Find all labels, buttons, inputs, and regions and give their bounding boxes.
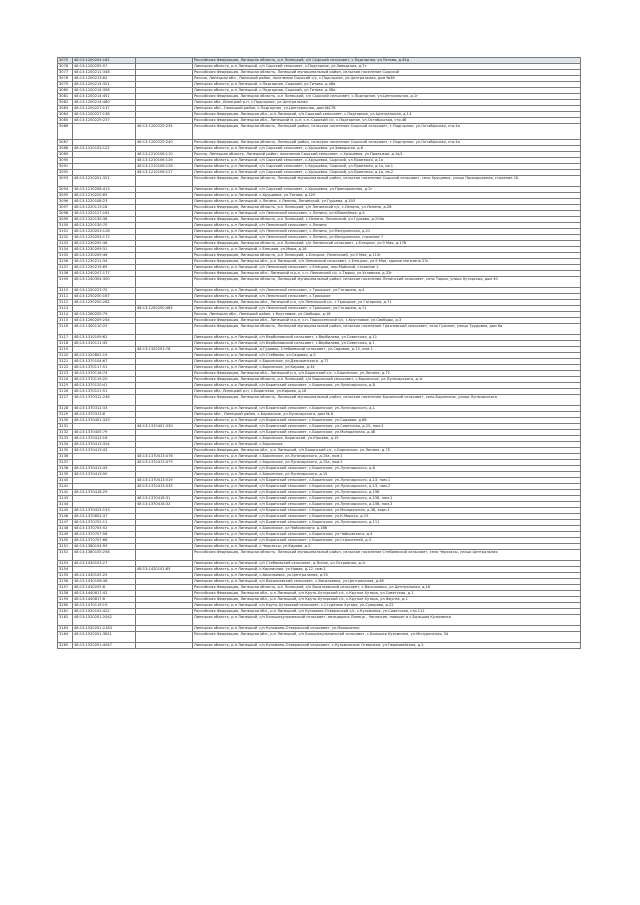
address-cell: Липецкая область, р-н Липецкий, с.Боринское, ул.Луначарского, д.15 bbox=[193, 472, 581, 478]
row-number-cell: 3123 bbox=[58, 371, 73, 377]
cadastral-number-cell: 48:13:1220130:36 bbox=[73, 217, 136, 223]
address-cell: Липецкая область, р-н Липецкий, с.Подгорное, Сырский, ул.Титова, д.38а bbox=[193, 88, 581, 94]
table-row bbox=[58, 324, 581, 335]
address-cell: Российская Федерация, Липецкая обл., р-н Липецкий, с/п Ленинский сельсовет, с.Елецкое, ул.9 Мая, здание магазина 23г bbox=[193, 259, 581, 265]
row-number-cell: 3147 bbox=[58, 520, 73, 526]
address-cell: Российская Федерация, Липецкая обл., р-н Липецкий, с/п Боринский с/с, с.Боринское, ул.Ленина, д.75 bbox=[193, 448, 581, 454]
building-cadastral-cell bbox=[136, 643, 193, 649]
cadastral-number-cell: 48:13:1230205:36 bbox=[73, 241, 136, 247]
cadastral-number-cell: 48:13:1370119:20 bbox=[73, 377, 136, 383]
address-cell: Липецкая область, р-н Липецкий, д.Гудовка, Стебаевский сельсовет, ул.Садовая, д.13, пом.1 bbox=[193, 347, 581, 353]
building-cadastral-cell bbox=[136, 550, 193, 561]
row-number-cell: 3132 bbox=[58, 430, 73, 436]
row-number-cell: 3157 bbox=[58, 585, 73, 591]
address-cell: Липецкая область, р-н Липецкий, с/п Боринский сельсовет, с.Боринское, ул.Садовая, д.6б bbox=[193, 418, 581, 424]
address-cell: Липецкая область, р-н Липецкий, с/п Кузьмино-Отвержский сельсовет, с.Кузьминские Отвержки, ул.Первомайская, д.2 bbox=[193, 643, 581, 649]
building-cadastral-cell bbox=[136, 324, 193, 335]
cadastral-number-cell: 48:13:1220203:128 bbox=[73, 229, 136, 235]
cadastral-number-cell: 48:13:1370602:37 bbox=[73, 514, 136, 520]
cadastral-number-cell: 48:13:1220113:18 bbox=[73, 205, 136, 211]
table-body bbox=[58, 58, 581, 649]
address-cell: Липецкая область, р-н Липецкий, с.Кирпичное, ул.Новая, д.12, пом.1 bbox=[193, 567, 581, 573]
cadastral-number-cell: 48:13:1200205:57 bbox=[73, 64, 136, 70]
row-number-cell: 3095 bbox=[58, 193, 73, 199]
address-cell: Липецкая область, р-н Липецкий, с/п Боринский сельсовет, с.Боринское, ул.Луначарского, д.15б, пом.2 bbox=[193, 502, 581, 508]
row-number-cell: 3134 bbox=[58, 442, 73, 448]
address-cell: Липецкая область, р-н Липецкий, с/п Боринский сельсовет, с.Боринское, ул.Советская, д.25, пом.3 bbox=[193, 424, 581, 430]
address-cell: Липецкая область, р-н Липецкий, с/п Кузьмино-Отвержский сельсовет, ул.Малашенко bbox=[193, 626, 581, 632]
address-cell: Липецкая область, р-н Липецкий, с/п Ленинский сельсовет, с.Елецкое, пер.Майский, строение 1 bbox=[193, 265, 581, 271]
cadastral-number-cell: 48:13:1440817:6 bbox=[73, 597, 136, 603]
address-cell: Российская Федерация, Липецкая область, Липецкий муниципальный район, сельское поселение Ленинский сельсовет, село Тюрки, улица Хуторская, дом 40 bbox=[193, 277, 581, 288]
building-cadastral-cell bbox=[136, 615, 193, 626]
row-number-cell: 3156 bbox=[58, 579, 73, 585]
row-number-cell: 3133 bbox=[58, 436, 73, 442]
address-cell: Липецкая область, р-н Липецкий, с/п Боринский сельсовет, с.Боринское, ул.Луначарского, д.8 bbox=[193, 466, 581, 472]
address-cell: Липецкая область, р-н Липецкий, с.Черкассы, ул.Кирова, д.2 bbox=[193, 544, 581, 550]
cadastral-number-cell: 48:13:1370705:52 bbox=[73, 526, 136, 532]
row-number-cell: 3160 bbox=[58, 603, 73, 609]
row-number-cell: 3080 bbox=[58, 88, 73, 94]
cadastral-number-cell: 48:13:1520201:4047 bbox=[73, 643, 136, 649]
address-cell: Липецкая обл., Липецкий район, с.Боринское, ул.Луначарского, дом № 8 bbox=[193, 412, 581, 418]
row-number-cell: 3150 bbox=[58, 538, 73, 544]
row-number-cell: 3145 bbox=[58, 508, 73, 514]
address-cell: Липецкая область, р-н Липецкий, с/п Боринский сельсовет, с.Боринское, ул.К.Маркса, д.19 bbox=[193, 514, 581, 520]
row-number-cell: 3120 bbox=[58, 353, 73, 359]
address-cell: Российская Федерация, Липецкая обл., р-н Липецкий, с/п Круто-Хуторской с/с, с.Крутые Хутора, ул.Советская, д.1 bbox=[193, 591, 581, 597]
address-cell: Липецкая область, р-н Липецкий, с/п Сырский сельсовет, с.Хрущевка, Сырский, ул.Проезжая, д.1а, кв.2 bbox=[193, 170, 581, 176]
address-cell: Липецкая область, р-н Липецкий, с/п Большекузьминский сельсовет, автодорога Липецк - Чаплыгин, поворот в с.Большая Кузьминка bbox=[193, 615, 581, 626]
cadastral-number-cell: 48:13:1370413:43 bbox=[73, 448, 136, 454]
address-cell: Липецкая область, р-н Липецкий, с/п Сырский сельсовет, с.Подгорное, ул.Заводская, д.7с bbox=[193, 64, 581, 70]
row-number-cell: 3113 bbox=[58, 306, 73, 312]
cadastral-number-cell: 48:13:1250250:262 bbox=[73, 300, 136, 306]
cadastral-number-cell: 48:13:1200214:480 bbox=[73, 100, 136, 106]
row-number-cell: 3159 bbox=[58, 597, 73, 603]
address-cell: Липецкая область, р-н Липецкий, с/п Вербиловский сельсовет, с.Вербилово, ул.Советская, д.11 bbox=[193, 335, 581, 341]
building-cadastral-cell: 48:13:1370413:476 bbox=[136, 454, 193, 460]
cadastral-number-cell: 48:13:1200214:451 bbox=[73, 94, 136, 100]
address-cell: Российская Федерация, Липецкая обл., Липецкий р-н, с/п Боринский с/с, с.Боринское, ул.Ленина, д.72 bbox=[193, 371, 581, 377]
table-row bbox=[58, 632, 581, 643]
row-number-cell: 3081 bbox=[58, 94, 73, 100]
cadastral-number-cell: 48:13:1520102:422 bbox=[73, 609, 136, 615]
row-number-cell: 3144 bbox=[58, 502, 73, 508]
row-number-cell: 3094 bbox=[58, 187, 73, 193]
cadastral-number-cell: 48:13:1370117:51 bbox=[73, 365, 136, 371]
addresses-table bbox=[57, 57, 581, 649]
building-cadastral-cell: 48:13:1370418:31 bbox=[136, 496, 193, 502]
address-cell: Липецкая область, р-н Липецкий, с/п Ленинский сельсовет, с.Троицкое, ул.Гагарина, д.71 bbox=[193, 306, 581, 312]
address-cell: Российская Федерация, Липецкая область, Липецкий муниципальный район, сельское поселение Стебаевский сельсовет, село Черкассы, улица Центральная bbox=[193, 550, 581, 561]
address-cell: Липецкая область, р-н Липецкий, с/п Боринский сельсовет, с.Боринское, ул.Луначарского, д.111 bbox=[193, 520, 581, 526]
address-cell: Российская Федерация, Липецкая область, р-н Липецкий, с/п Ленинский сельсовет, с.Елецкое, ул.9 Мая, д.17б bbox=[193, 241, 581, 247]
cadastral-number-cell: 48:13:1370121:51 bbox=[73, 389, 136, 395]
row-number-cell: 3085 bbox=[58, 118, 73, 124]
cadastral-number-cell: 48:13:1220127:181 bbox=[73, 211, 136, 217]
building-cadastral-cell: 48:13:1200229:235 bbox=[136, 124, 193, 140]
cadastral-number-cell: 48:13:1370413:16 bbox=[73, 436, 136, 442]
building-cadastral-cell: 48:13:1320203:78 bbox=[136, 347, 193, 353]
cadastral-number-cell: 48:13:1520201:2042 bbox=[73, 615, 136, 626]
cadastral-number-cell: 48:13:1200214:358 bbox=[73, 88, 136, 94]
cadastral-number-cell: 48:13:1370401:329 bbox=[73, 418, 136, 424]
address-cell: Российская Федерация, Липецкая обл., р-н Липецкий, с/п Круто-Хуторской с/с, с.Крутые Хутора, ул.Фрунзе, д.1 bbox=[193, 597, 581, 603]
cadastral-number-cell: 48:13:1200227:137 bbox=[73, 106, 136, 112]
address-cell: Липецкая область, р-н Липецкий, с/п Стебаево, ул.Садовая, д.5 bbox=[193, 353, 581, 359]
row-number-cell: 3139 bbox=[58, 472, 73, 478]
address-cell: Липецкая область, р-н Липецкий, с.Боринское, Боринский, ул.Юрьева, д.15 bbox=[193, 436, 581, 442]
address-cell: Российская Федерация, Липецкая область, р-н Липецкий, с/п Сырский сельсовет, с.Подгорное, ул.Центральная, д.1г bbox=[193, 94, 581, 100]
cadastral-number-cell: 48:13:1430103:27 bbox=[73, 561, 136, 567]
address-cell: Липецкая область, р-н Липецкий, с/п Васильевский сельсовет, с.Васильевка, ул.Центральная, д.4б bbox=[193, 579, 581, 585]
row-number-cell: 3155 bbox=[58, 573, 73, 579]
row-number-cell: 3154 bbox=[58, 567, 73, 573]
row-number-cell: 3099 bbox=[58, 217, 73, 223]
address-cell: Российская Федерация, Липецкая область, р-н Липецкий, с.Ленино, Ленинский, ул.Гурьева, д.204а bbox=[193, 217, 581, 223]
row-number-cell: 3138 bbox=[58, 466, 73, 472]
address-cell: Липецкая область, р-н Липецкий, с/п Ленинский сельсовет, с.Ленино bbox=[193, 223, 581, 229]
row-number-cell: 3136 bbox=[58, 454, 73, 460]
cadastral-number-cell: 48:13:1240304:300 bbox=[73, 277, 136, 288]
row-number-cell: 3122 bbox=[58, 365, 73, 371]
cadastral-number-cell: 48:13:1370707:68 bbox=[73, 538, 136, 544]
cadastral-number-cell: 48:13:1200213:62 bbox=[73, 76, 136, 82]
cadastral-number-cell: 48:13:1250250:167 bbox=[73, 294, 136, 300]
cadastral-number-cell: 48:13:1210208:413 bbox=[73, 187, 136, 193]
cadastral-number-cell: 48:13:1220203:172 bbox=[73, 235, 136, 241]
cadastral-number-cell: 48:13:1370702:11 bbox=[73, 520, 136, 526]
row-number-cell: 3087 bbox=[58, 140, 73, 146]
cadastral-number-cell: 48:13:1200204:182 bbox=[73, 58, 136, 64]
row-number-cell: 3130 bbox=[58, 418, 73, 424]
address-cell: Российская Федерация, Липецкая обл., р-н Липецкий, с/п Сырский сельсовет, с.Подгорное, ул.Центральная, д.14 bbox=[193, 112, 581, 118]
address-cell: Липецкая область, р-н Липецкий, с/п Круто-Хуторской сельсовет, с.Студёные Хутора, ул.Суворова, д.22 bbox=[193, 603, 581, 609]
row-number-cell: 3100 bbox=[58, 223, 73, 229]
cadastral-number-cell: 48:13:1250223:70 bbox=[73, 288, 136, 294]
address-cell: Липецкая область, р-н Липецкий, с/п Боринский сельсовет, с.Боринское, ул.Молодежная, д.4б bbox=[193, 430, 581, 436]
cadastral-number-cell: 48:13:1230209:46 bbox=[73, 253, 136, 259]
row-number-cell: 3140 bbox=[58, 478, 73, 484]
address-cell: Российская Федерация, Липецкая обл., Липецкий м. р-н, с.п. Сырский с/с, с.Подгорное, ул.Октябрьская, стр.4б bbox=[193, 118, 581, 124]
document-sheet bbox=[57, 57, 580, 649]
row-number-cell: 3104 bbox=[58, 247, 73, 253]
address-cell: Российская Федерация, Липецкая область, р-н Липецкий, с/п Ленинский с/с, с.Ленино, ул.Ленина, д.2б bbox=[193, 205, 581, 211]
row-number-cell: 3143 bbox=[58, 496, 73, 502]
table-row bbox=[58, 550, 581, 561]
address-cell: Российская Федерация, Липецкая область, р-н Липецкий, с/п Боринский сельсовет, с.Боринское, ул.Луначарского, д.1г bbox=[193, 377, 581, 383]
row-number-cell: 3141 bbox=[58, 484, 73, 490]
address-cell: Липецкая обл.,Липецкий р-н, с.Подгорное, ул.Центральная bbox=[193, 100, 581, 106]
row-number-cell: 3089 bbox=[58, 152, 73, 158]
address-cell: Липецкая область, р-н Липецкий, с/п Боринский сельсовет, с.Боринское, ул.Чайковского, д.4 bbox=[193, 532, 581, 538]
row-number-cell: 3103 bbox=[58, 241, 73, 247]
address-cell: Российская Федерация, Липецкая область, Липецкий район, сельское поселение Сырский сельсовет, с.Подгорное, ул.Октябрьская, стр.4а bbox=[193, 124, 581, 140]
row-number-cell: 3098 bbox=[58, 211, 73, 217]
row-number-cell: 3127 bbox=[58, 395, 73, 406]
row-number-cell: 3135 bbox=[58, 448, 73, 454]
cadastral-number-cell: 48:13:1200214:321 bbox=[73, 82, 136, 88]
cadastral-number-cell: 48:13:1470119:19 bbox=[73, 603, 136, 609]
building-cadastral-cell: 48:13:1370413:535 bbox=[136, 484, 193, 490]
row-number-cell: 3117 bbox=[58, 335, 73, 341]
address-cell: Липецкая область, р-н Липецкий, с/п Боринский сельсовет, с.Боринское, ул.Луначарского, д.15б, пом.1 bbox=[193, 496, 581, 502]
cadastral-number-cell: 48:13:1370312:248 bbox=[73, 395, 136, 406]
cadastral-number-cell: 48:13:1370104:67 bbox=[73, 359, 136, 365]
address-cell: Российская Федерация, Липецкая область, Липецкий муниципальный район, сельское поселение Грязновский сельсовет, село Грязное, улица Трудовая, дом 6а bbox=[193, 324, 581, 335]
row-number-cell: 3158 bbox=[58, 591, 73, 597]
address-cell: Липецкая область, р-н Липецкий, с.Ленино, с.Ленино, Ленинский, ул.Гурьева, д.193 bbox=[193, 199, 581, 205]
row-number-cell: 3152 bbox=[58, 550, 73, 561]
cadastral-number-cell: 48:13:1430105:25 bbox=[73, 573, 136, 579]
row-number-cell: 3124 bbox=[58, 377, 73, 383]
address-cell: Российская Федерация, Липецкая область, р-н Липецкий, с/п Васильевский сельсовет, с.Васильевка, ул.Центральная, д.16 bbox=[193, 585, 581, 591]
address-cell: Липецкая область, р-н Липецкий, с/п Ленинский сельсовет, с.Ленино, ул.Мичуринская, строение 7 bbox=[193, 235, 581, 241]
building-cadastral-cell bbox=[136, 395, 193, 406]
row-number-cell: 3091 bbox=[58, 164, 73, 170]
address-cell: Липецкая область, р-н Липецкий, с.Боринское, ул.Луначарского, д.15а, пом.2 bbox=[193, 460, 581, 466]
row-number-cell: 3077 bbox=[58, 70, 73, 76]
address-cell: Липецкая область, р-н Липецкий, с/п Вербиловский сельсовет, с.Вербилово, ул.Советская, д.1 bbox=[193, 341, 581, 347]
cadastral-number-cell: 48:13:1310111:45 bbox=[73, 341, 136, 347]
building-cadastral-cell: 48:13:1370401:330 bbox=[136, 424, 193, 430]
address-cell: Липецкая область, р-н Липецкий, с/п Боринский сельсовет, с.Боринское, ул.Строителей, д.3 bbox=[193, 538, 581, 544]
address-cell: Липецкая область, р-н Липецкий, с.Елецкое, ул.Мира, д.16 bbox=[193, 247, 581, 253]
cadastral-number-cell: 48:13:1210103:122 bbox=[73, 146, 136, 152]
address-cell: Россия, Липецкая обл., Липецкий район, с.Кругловое, ул.Свободы, д.18 bbox=[193, 312, 581, 318]
row-number-cell: 3129 bbox=[58, 412, 73, 418]
cadastral-number-cell: 48:13:1370312:33 bbox=[73, 406, 136, 412]
cadastral-number-cell: 48:13:1300110:25 bbox=[73, 324, 136, 335]
cadastral-number-cell: 48:13:1220130:70 bbox=[73, 223, 136, 229]
cadastral-number-cell: 48:13:1260209:254 bbox=[73, 318, 136, 324]
row-number-cell: 3121 bbox=[58, 359, 73, 365]
row-number-cell: 3146 bbox=[58, 514, 73, 520]
building-cadastral-cell: 48:13:1210106:110 bbox=[136, 152, 193, 158]
cadastral-number-cell: 48:13:1230209:31 bbox=[73, 247, 136, 253]
row-number-cell: 3161 bbox=[58, 609, 73, 615]
row-number-cell: 3126 bbox=[58, 389, 73, 395]
cadastral-number-cell: 48:13:1370413:49 bbox=[73, 466, 136, 472]
address-cell: Липецкая обл., Липецкий район, с.Подгорное, ул.Центральная, дом №17б bbox=[193, 106, 581, 112]
row-number-cell: 3082 bbox=[58, 100, 73, 106]
table-row bbox=[58, 643, 581, 649]
row-number-cell: 3102 bbox=[58, 235, 73, 241]
address-cell: Липецкая область, р-н Липецкий, с/п Ленинский сельсовет, с.Троицкое, ул.Гагарина, д.4 bbox=[193, 288, 581, 294]
building-cadastral-cell: 48:13:1370413:519 bbox=[136, 478, 193, 484]
table-row bbox=[58, 615, 581, 626]
address-cell: Липецкая область, р-н Липецкий, с/п Ленинский сельсовет, с.Ленино, ул.Юбилейная, д.4 bbox=[193, 211, 581, 217]
row-number-cell: 3078 bbox=[58, 76, 73, 82]
cadastral-number-cell: 48:13:1430205:8 bbox=[73, 585, 136, 591]
cadastral-number-cell: 48:13:1370418:29 bbox=[73, 490, 136, 496]
building-cadastral-cell: 48:13:1210106:126 bbox=[136, 158, 193, 164]
cadastral-number-cell: 48:13:1370413:324 bbox=[73, 442, 136, 448]
address-cell: Липецкая область, р-н Липецкий, с/п Боринский сельсовет, с.Боринское, ул.Луначарского, д.13, пом.1 bbox=[193, 478, 581, 484]
row-number-cell: 3088 bbox=[58, 146, 73, 152]
cadastral-number-cell: 48:13:1320802:19 bbox=[73, 353, 136, 359]
row-number-cell: 3125 bbox=[58, 383, 73, 389]
cadastral-number-cell: 48:13:1250215:69 bbox=[73, 265, 136, 271]
row-number-cell: 3131 bbox=[58, 424, 73, 430]
cadastral-number-cell: 48:13:1380104:59 bbox=[73, 544, 136, 550]
row-number-cell: 3084 bbox=[58, 112, 73, 118]
row-number-cell: 3119 bbox=[58, 347, 73, 353]
row-number-cell: 3101 bbox=[58, 229, 73, 235]
address-cell: Липецкая область, р-н Липецкий, с.Боринское, ул.Луначарского, д.15а, пом.1 bbox=[193, 454, 581, 460]
row-number-cell: 3109 bbox=[58, 277, 73, 288]
row-number-cell: 3114 bbox=[58, 312, 73, 318]
row-number-cell: 3083 bbox=[58, 106, 73, 112]
cadastral-number-cell: 48:13:1310109:62 bbox=[73, 335, 136, 341]
row-number-cell: 3086 bbox=[58, 124, 73, 140]
address-cell: Российская Федерация, Липецкая область, Липецкий район, сельское поселение Сырский сельсовет, с.Подгорное, ул.Октябрьская, стр.4а bbox=[193, 140, 581, 146]
address-cell: Липецкая область, р-н Липецкий, с.Боринское, ул.Кирова, д.34 bbox=[193, 365, 581, 371]
address-cell: Липецкая область, р-н Липецкий, с.Васильевка, ул.Центральная, д.55 bbox=[193, 573, 581, 579]
address-cell: Липецкая область, р-н Липецкий, с/п Боринский сельсовет, с.Боринское, ул.Луначарского, д.15б bbox=[193, 490, 581, 496]
address-cell: Липецкая область, р-н Липецкий, с/п Сырский сельсовет, с.Хрущевка, ул.Заводская, д.6 bbox=[193, 146, 581, 152]
row-number-cell: 3163 bbox=[58, 626, 73, 632]
cadastral-number-cell: 48:13:1210201:321 bbox=[73, 176, 136, 187]
address-cell: Липецкая область, р-н Липецкий, с.Боринское bbox=[193, 442, 581, 448]
cadastral-number-cell bbox=[73, 124, 136, 140]
building-cadastral-cell: 48:13:1250250:485 bbox=[136, 306, 193, 312]
cadastral-number-cell: 48:13:1200229:237 bbox=[73, 118, 136, 124]
address-cell: Липецкая область, р-н Липецкий, с/п Сырский сельсовет, с.Хрущевка, Сырский, ул.Проезжая, д.1а bbox=[193, 158, 581, 164]
row-number-cell: 3106 bbox=[58, 259, 73, 265]
cadastral-number-cell: 48:13:1520201:3821 bbox=[73, 632, 136, 643]
row-number-cell: 3075 bbox=[58, 58, 73, 64]
cadastral-number-cell: 48:13:1260205:79 bbox=[73, 312, 136, 318]
row-number-cell: 3079 bbox=[58, 82, 73, 88]
address-cell: Российская Федерация, Липецкая область, Липецкий муниципальный район, сельское поселение Боринский сельсовет, село Боринское, улица Луначарского bbox=[193, 395, 581, 406]
cadastral-number-cell: 48:13:1200211:348 bbox=[73, 70, 136, 76]
address-cell: Липецкая область, р-н Липецкий, с/п Стебаевский сельсовет, д.Ясное, ул.Островная, д.1г bbox=[193, 561, 581, 567]
address-cell: Россия, Липецкая обл., Липецкий район, поселение Сырский с/с, с.Подгорное, ул.Центральная, дом №38 bbox=[193, 76, 581, 82]
building-cadastral-cell bbox=[136, 176, 193, 187]
address-cell: Липецкая область, р-н Липецкий, с.Боринское, ул.Дзержинского, д.77 bbox=[193, 359, 581, 365]
cadastral-number-cell: 48:13:1370118:74 bbox=[73, 371, 136, 377]
row-number-cell: 3093 bbox=[58, 176, 73, 187]
address-cell: Липецкая область, р-н Липецкий, с/п Боринский сельсовет, с.Боринское, ул.Луначарского, д.8 bbox=[193, 383, 581, 389]
row-number-cell: 3105 bbox=[58, 253, 73, 259]
cadastral-number-cell: 48:13:1230211:34 bbox=[73, 259, 136, 265]
table-row bbox=[58, 395, 581, 406]
cadastral-number-cell: 48:13:1370313:8 bbox=[73, 412, 136, 418]
row-number-cell: 3128 bbox=[58, 406, 73, 412]
building-cadastral-cell: 48:13:1420101:85 bbox=[136, 567, 193, 573]
address-cell: Российская Федерация, Липецкая обл., Липецкий м.р-н, с.п. Ленинский с/с, с.Тюрки, ул.Условная, д.33г bbox=[193, 271, 581, 277]
row-number-cell: 3165 bbox=[58, 643, 73, 649]
address-cell: Российская Федерация, Липецкая обл., Липецкий р-н, с/п Ленинский с/с, с.Троицкое, ул.Гагарина, д.71 bbox=[193, 300, 581, 306]
address-cell: Российская Федерация, Липецкая область, Липецкий муниципальный район, сельское поселение Сырский сельсовет, село Хрущевка, улица Прикарьерная, строение 1Б bbox=[193, 176, 581, 187]
cadastral-number-cell: 48:13:1370425:153 bbox=[73, 508, 136, 514]
row-number-cell: 3090 bbox=[58, 158, 73, 164]
row-number-cell: 3162 bbox=[58, 615, 73, 626]
cadastral-number-cell: 48:13:1380105:258 bbox=[73, 550, 136, 561]
address-cell: Липецкая область, р-н Липецкий, с.Боринское, ул.Чайковского, д.1бб bbox=[193, 526, 581, 532]
building-cadastral-cell bbox=[136, 632, 193, 643]
row-number-cell: 3115 bbox=[58, 318, 73, 324]
address-cell: Россия, Липецкая область, Липецкий район, поселение Сырский сельсовет, с.Хрущевка, ул.Проезжая, д.1а/1 bbox=[193, 152, 581, 158]
cadastral-number-cell: 48:13:1430106:36 bbox=[73, 579, 136, 585]
building-cadastral-cell: 48:13:1370418:32 bbox=[136, 502, 193, 508]
cadastral-number-cell: 48:13:1370120:41 bbox=[73, 383, 136, 389]
address-cell: Российская Федерация, Липецкая область, р-н Липецкий, с/п Сырский сельсовет, с.Подгорное, ул.Титова, д.45д bbox=[193, 58, 581, 64]
row-number-cell: 3151 bbox=[58, 544, 73, 550]
table-row bbox=[58, 277, 581, 288]
address-cell: Липецкая область, р-н Липецкий, с.Подгорное, Сырский, ул.Титова, д.46в bbox=[193, 82, 581, 88]
row-number-cell: 3149 bbox=[58, 532, 73, 538]
cadastral-number-cell: 48:13:1240207:177 bbox=[73, 271, 136, 277]
building-cadastral-cell: 48:13:1200229:240 bbox=[136, 140, 193, 146]
address-cell: Липецкая область, р-н Липецкий, с/п Боринский сельсовет, с.Боринское, ул.Луначарского, д.1 bbox=[193, 406, 581, 412]
address-cell: Российская Федерация, Липецкая область, р-н Липецкий, с.Елецкое, Ленинский, ул.9 Мая, д.115г bbox=[193, 253, 581, 259]
cadastral-number-cell: 48:13:1440817:42 bbox=[73, 591, 136, 597]
address-cell: Российская Федерация, Липецкая обл., Липецкий м.р-н, с.п. Подсосенский с/с, с.Кругловое, ул.Свободы, д.3 bbox=[193, 318, 581, 324]
row-number-cell: 3118 bbox=[58, 341, 73, 347]
row-number-cell: 3110 bbox=[58, 288, 73, 294]
cadastral-number-cell: 48:13:1200227:138 bbox=[73, 112, 136, 118]
row-number-cell: 3137 bbox=[58, 460, 73, 466]
row-number-cell: 3108 bbox=[58, 271, 73, 277]
address-cell: Липецкая область, р-н Липецкий, с/п Боринский сельсовет, с.Боринское, ул.Луначарского, д.13, пом.2 bbox=[193, 484, 581, 490]
building-cadastral-cell: 48:13:1210106:127 bbox=[136, 170, 193, 176]
row-number-cell: 3111 bbox=[58, 294, 73, 300]
building-cadastral-cell: 48:13:1210106:126 bbox=[136, 164, 193, 170]
row-number-cell: 3164 bbox=[58, 632, 73, 643]
row-number-cell: 3107 bbox=[58, 265, 73, 271]
address-cell: Липецкая область, р-н Липецкий, с/п Ленинский сельсовет, с.Ленино, ул.Мичуринская, д.21 bbox=[193, 229, 581, 235]
address-cell: Российская Федерация, Липецкая обл., р-н Липецкий, с/п Большекузьминский сельсовет, с.Большая Кузьминка, ул.Мичуринская, 34 bbox=[193, 632, 581, 643]
row-number-cell: 3092 bbox=[58, 170, 73, 176]
address-cell: Липецкая область, р-н Липецкий, с.Хрущевка, ул.Титова, д.125 bbox=[193, 193, 581, 199]
cadastral-number-cell: 48:13:1220108:23 bbox=[73, 199, 136, 205]
row-number-cell: 3097 bbox=[58, 205, 73, 211]
row-number-cell: 3116 bbox=[58, 324, 73, 335]
address-cell: Российская Федерация, Липецкая область, Липецкий муниципальный район, сельское поселение Сырский bbox=[193, 70, 581, 76]
row-number-cell: 3142 bbox=[58, 490, 73, 496]
building-cadastral-cell: 48:13:1370413:479 bbox=[136, 460, 193, 466]
cadastral-number-cell: 48:13:1210220:65 bbox=[73, 193, 136, 199]
address-cell: Липецкая область, р-н Липецкий, с/п Ленинский сельсовет, с.Троицкое bbox=[193, 294, 581, 300]
address-cell: Липецкая область, р-н Липецкий, с/п Сырский сельсовет, с.Хрущевка, ул.Прикарьерная, д.2г bbox=[193, 187, 581, 193]
address-cell: Российская Федерация, Липецкая обл., р-н Липецкий, с/п Кузьмино-Отвержский с/с, с.Кузьминка, ул.Советская, стр.111 bbox=[193, 609, 581, 615]
address-cell: Липецкая область, р-н Липецкий, с/п Боринский сельсовет, с.Боринское, ул.Молодежная, д.38, корп.1 bbox=[193, 508, 581, 514]
cadastral-number-cell: 48:13:1520201:2183 bbox=[73, 626, 136, 632]
address-cell: Липецкая область, р-н Липецкий, с/п Сырский сельсовет, с.Хрущевка, Сырский, ул.Проезжая, д.1а, кв.1 bbox=[193, 164, 581, 170]
cadastral-number-cell: 48:13:1370707:56 bbox=[73, 532, 136, 538]
cadastral-number-cell: 48:13:1370413:50 bbox=[73, 472, 136, 478]
table-row bbox=[58, 124, 581, 140]
table-row bbox=[58, 176, 581, 187]
row-number-cell: 3076 bbox=[58, 64, 73, 70]
row-number-cell: 3112 bbox=[58, 300, 73, 306]
row-number-cell: 3148 bbox=[58, 526, 73, 532]
building-cadastral-cell bbox=[136, 277, 193, 288]
row-number-cell: 3096 bbox=[58, 199, 73, 205]
row-number-cell: 3153 bbox=[58, 561, 73, 567]
address-cell: Липецкая обл.,Липецкий р-н, с.Боринское, ул.Кирова, д.16 bbox=[193, 389, 581, 395]
cadastral-number-cell: 48:13:1370405:79 bbox=[73, 430, 136, 436]
